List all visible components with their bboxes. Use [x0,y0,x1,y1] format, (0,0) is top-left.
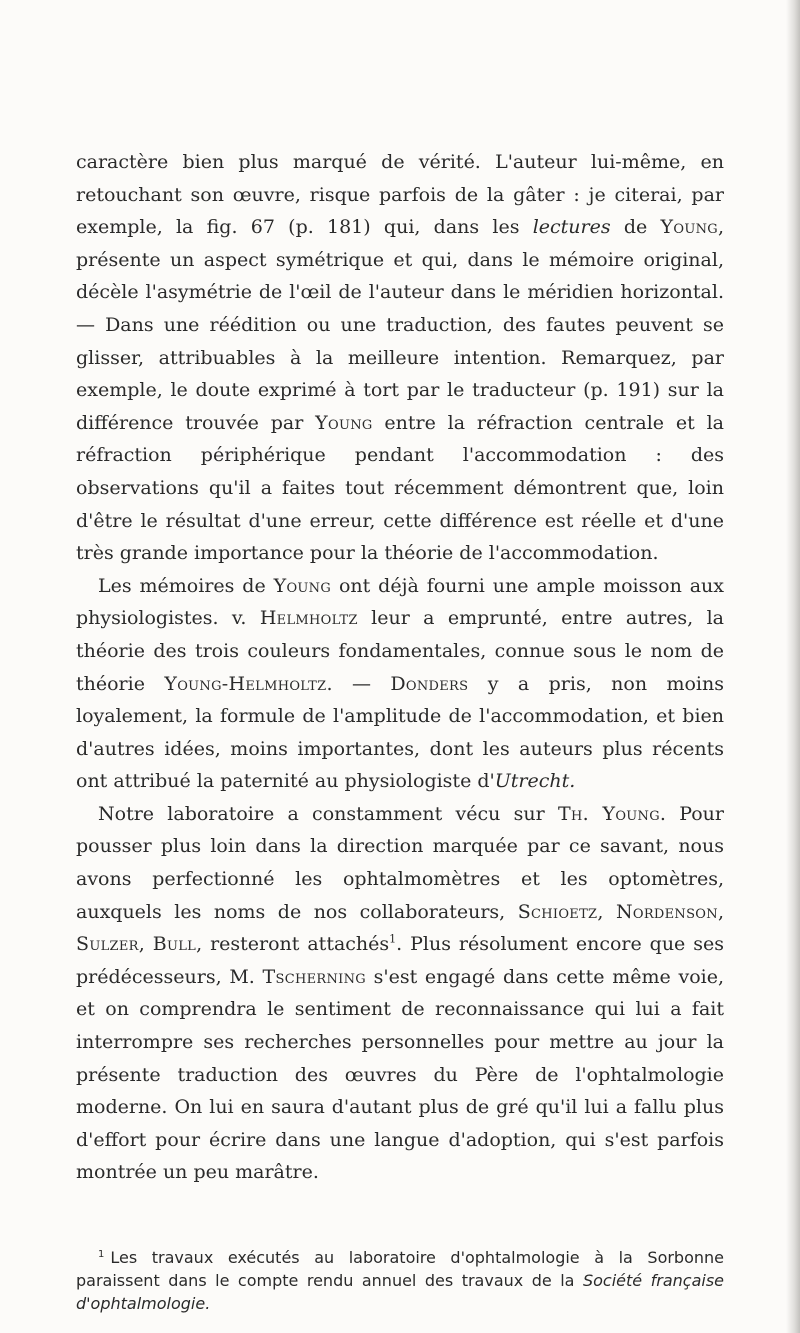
body-text [76,146,724,1189]
name-donders: Donders [390,672,469,695]
name-nordenson: Nordenson [615,900,718,923]
text-run: Notre laboratoire a constamment vécu sur [98,802,558,825]
text-run: . Pour pousser plus loin dans la direction marquée par ce savant, nous avons perfectionné les ophtalmomètres et les optomètres, auxquels les noms de nos collaborateurs, [76,802,724,923]
italic-lectures: lectures [532,216,611,239]
text-run: caractère bien plus marqué de vérité. L'auteur lui-même, en retouchant son œuvre, risque parfois de la gâter : je citerai, par exemple, la fig. 67 (p. 181) qui, dans les [76,151,724,239]
text-run: . Plus résolument encore que ses prédécesseurs, M. [76,933,724,988]
text-run: entre la réfraction centrale et la réfraction périphérique pendant l'accommodation : des observations qu'il a faites tout récemment démontrent que, loin d'être le résultat d'une erreur, cette différence est réelle et d'une très grande importance pour la théorie de l'accommodation. [76,411,724,565]
text-run: , présente un aspect symétrique et qui, dans le mémoire original, décèle l'asymétrie de l'œil de l'auteur dans le méridien horizontal. — Dans une réédition ou une traduction, des fautes peuvent se glisser, attribuables à la meilleure intention. Remarquez, par exemple, le doute exprimé à tort par le traducteur (p. 191) sur la différence trouvée par [76,216,724,434]
text-run: , [138,933,153,956]
paragraph-3 [76,798,724,1189]
footnote-reference: 1 [389,932,397,946]
name-tscherning: Tscherning [262,965,366,988]
text-run: Les mémoires de [98,574,274,597]
text-run: s'est engagé dans cette même voie, et on comprendra le sentiment de reconnaissance qui lui a fait interrompre ses recherches personnelles pour mettre au jour la présente traduction des œuvres du Père de l'ophtalmologie moderne. On lui en saura d'autant plus de gré qu'il lui a fallu plus d'effort pour écrire dans une langue d'adoption, qui s'est parfois montrée un peu marâtre. [76,965,724,1184]
name-th-young: Th. Young [557,802,660,825]
paragraph-2 [76,570,724,798]
name-young-helmholtz: Young-Helmholtz [164,672,327,695]
footnote-text: Les travaux exécutés au laboratoire d'ophtalmologie à la Sorbonne paraissent dans le compte rendu annuel des travaux de la [76,1248,724,1290]
italic-utrecht: Utrecht. [494,770,576,793]
name-bull: Bull [152,933,197,956]
paragraph-1 [76,146,724,570]
footnote [76,1246,724,1315]
name-young: Young [660,216,718,239]
name-schioetz: Schioetz [517,900,598,923]
text-run: . — [326,672,391,695]
text-run: , resteront attachés [196,933,390,956]
text-run: , [597,900,616,923]
text-run: , [717,900,724,923]
name-young: Young [273,574,332,597]
text-run: y a pris, non moins loyalement, la formule de l'amplitude de l'accommodation, et bien d'autres idées, moins importantes, dont les auteurs plus récents ont attribué la paternité au physiologiste d' [76,672,724,793]
name-young: Young [315,411,373,434]
page-edge-shadow [786,0,800,1333]
name-helmholtz: Helmholtz [259,607,358,630]
text-run: ont déjà fourni une ample moisson aux physiologistes. v. [76,574,724,630]
text-run: de [610,216,661,239]
text-run: leur a emprunté, entre autres, la théorie des trois couleurs fondamentales, connue sous le nom de théorie [76,607,724,695]
footnote-mark: 1 [98,1248,105,1260]
name-sulzer: Sulzer [76,933,139,956]
footnote-italic: Société française d'ophtalmologie. [76,1271,724,1313]
